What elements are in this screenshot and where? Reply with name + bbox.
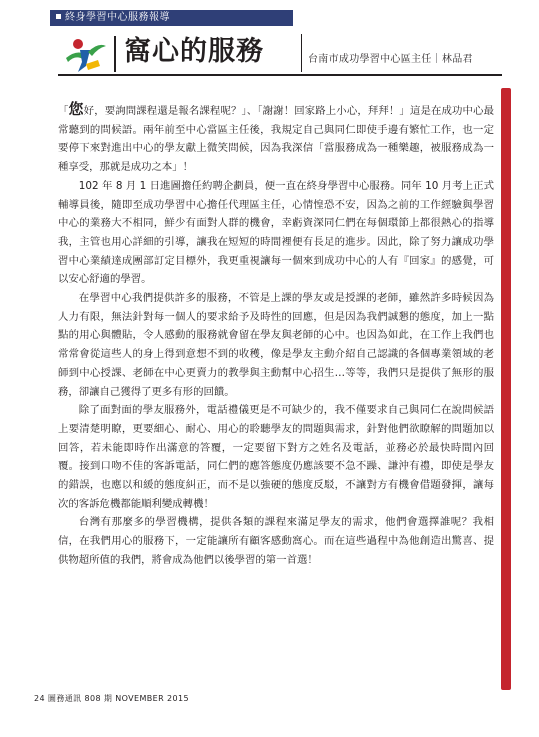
title-divider — [114, 36, 116, 72]
article-header — [58, 34, 502, 76]
paragraph-2: 102 年 8 月 1 日進圖擔任約聘企劃員，便一直在終身學習中心服務。同年 10 月考上正式輔導員後，隨即至成功學習中心擔任代理區主任，心情惶恐不安，因為之前的工作經驗與學習中心的業務大不相同，鮮少有面對人群的機會，幸虧資深同仁們在每個環節上都很熱心的指導我，主管也用心詳細的引導，讓我在短短的時間裡便有長足的進步。因此，除了努力讓成功學習中心業績達成團部訂定目標外，我更重視讓每一個來到成功中心的人有『回家』的感覺，可以安心舒適的學習。 — [58, 179, 494, 286]
author-byline: 台南市成功學習中心區主任｜林品君 — [308, 54, 473, 65]
learning-center-logo-icon — [64, 36, 108, 74]
section-label: 終身學習中心服務報導 — [65, 12, 170, 23]
article-title: 窩心的服務 — [124, 36, 264, 67]
paragraph-3: 在學習中心我們提供許多的服務，不管是上課的學友或是授課的老師，雖然許多時候因為人力有限，無法針對每一個人的要求給予及時性的回應，但是因為我們誠懇的態度，加上一點點的用心與體貼，令人感動的服務就會留在學友與老師的心中。也因為如此，在工作上我們也常常會從這些人的身上得到意想不到的收穫，像是學友主動介紹自己認識的各個專業領域的老師到中心授課、老師在中心更賣力的教學與主動幫中心招生…等等，我們只是提供了無形的服務，卻讓自己獲得了更多有形的回饋。 — [58, 292, 494, 398]
paragraph-4: 除了面對面的學友服務外，電話禮儀更是不可缺少的，我不僅要求自己與同仁在說問候語上要清楚明瞭，更要細心、耐心、用心的聆聽學友的問題與需求，針對他們欲瞭解的問題加以回答，若未能即時作出滿意的答覆，一定要留下對方之姓名及電話，並務必於最快時間內回覆。接到口吻不佳的客訴電話，同仁們的應答態度仍應該要不急不躁、謙沖有禮，即使是學友的錯誤，也應以和緩的態度糾正，而不是以強硬的態度反駁，不讓對方有機會借題發揮，讓每次的客訴危機都能順利變成轉機！ — [58, 404, 494, 510]
byline-divider — [301, 34, 302, 72]
page-footer: 24 圖務通訊 808 期 NOVEMBER 2015 — [34, 694, 189, 703]
decorative-sidebar-bar — [501, 88, 511, 690]
article-body — [58, 100, 494, 570]
paragraph-5: 台灣有那麼多的學習機構，提供各類的課程來滿足學友的需求，他們會選擇誰呢？我相信，在我們用心的服務下，一定能讓所有顧客感動窩心。而在這些過程中為他創造出驚喜、提供物超所值的我們，將會成為他們以後學習的第一首選！ — [58, 516, 494, 566]
opening-quote: 「 — [58, 105, 69, 117]
title-underline — [58, 74, 502, 76]
dropcap-letter: 您 — [68, 100, 84, 118]
bullet-square-icon — [56, 14, 61, 19]
paragraph-1-text: 好，要詢問課程還是報名課程呢？」、「謝謝！回家路上小心，拜拜！」這是在成功中心最常聽到的問候語。兩年前至中心當區主任後，我規定自己與同仁即使手邊有繁忙工作，也一定要停下來對進出中心的學友獻上微笑問候，因為我深信「當服務成為一種樂趣，被服務成為一種享受，那就是成功之本」！ — [58, 105, 494, 174]
section-label-bar — [50, 10, 293, 26]
paragraph-1 — [58, 100, 494, 177]
